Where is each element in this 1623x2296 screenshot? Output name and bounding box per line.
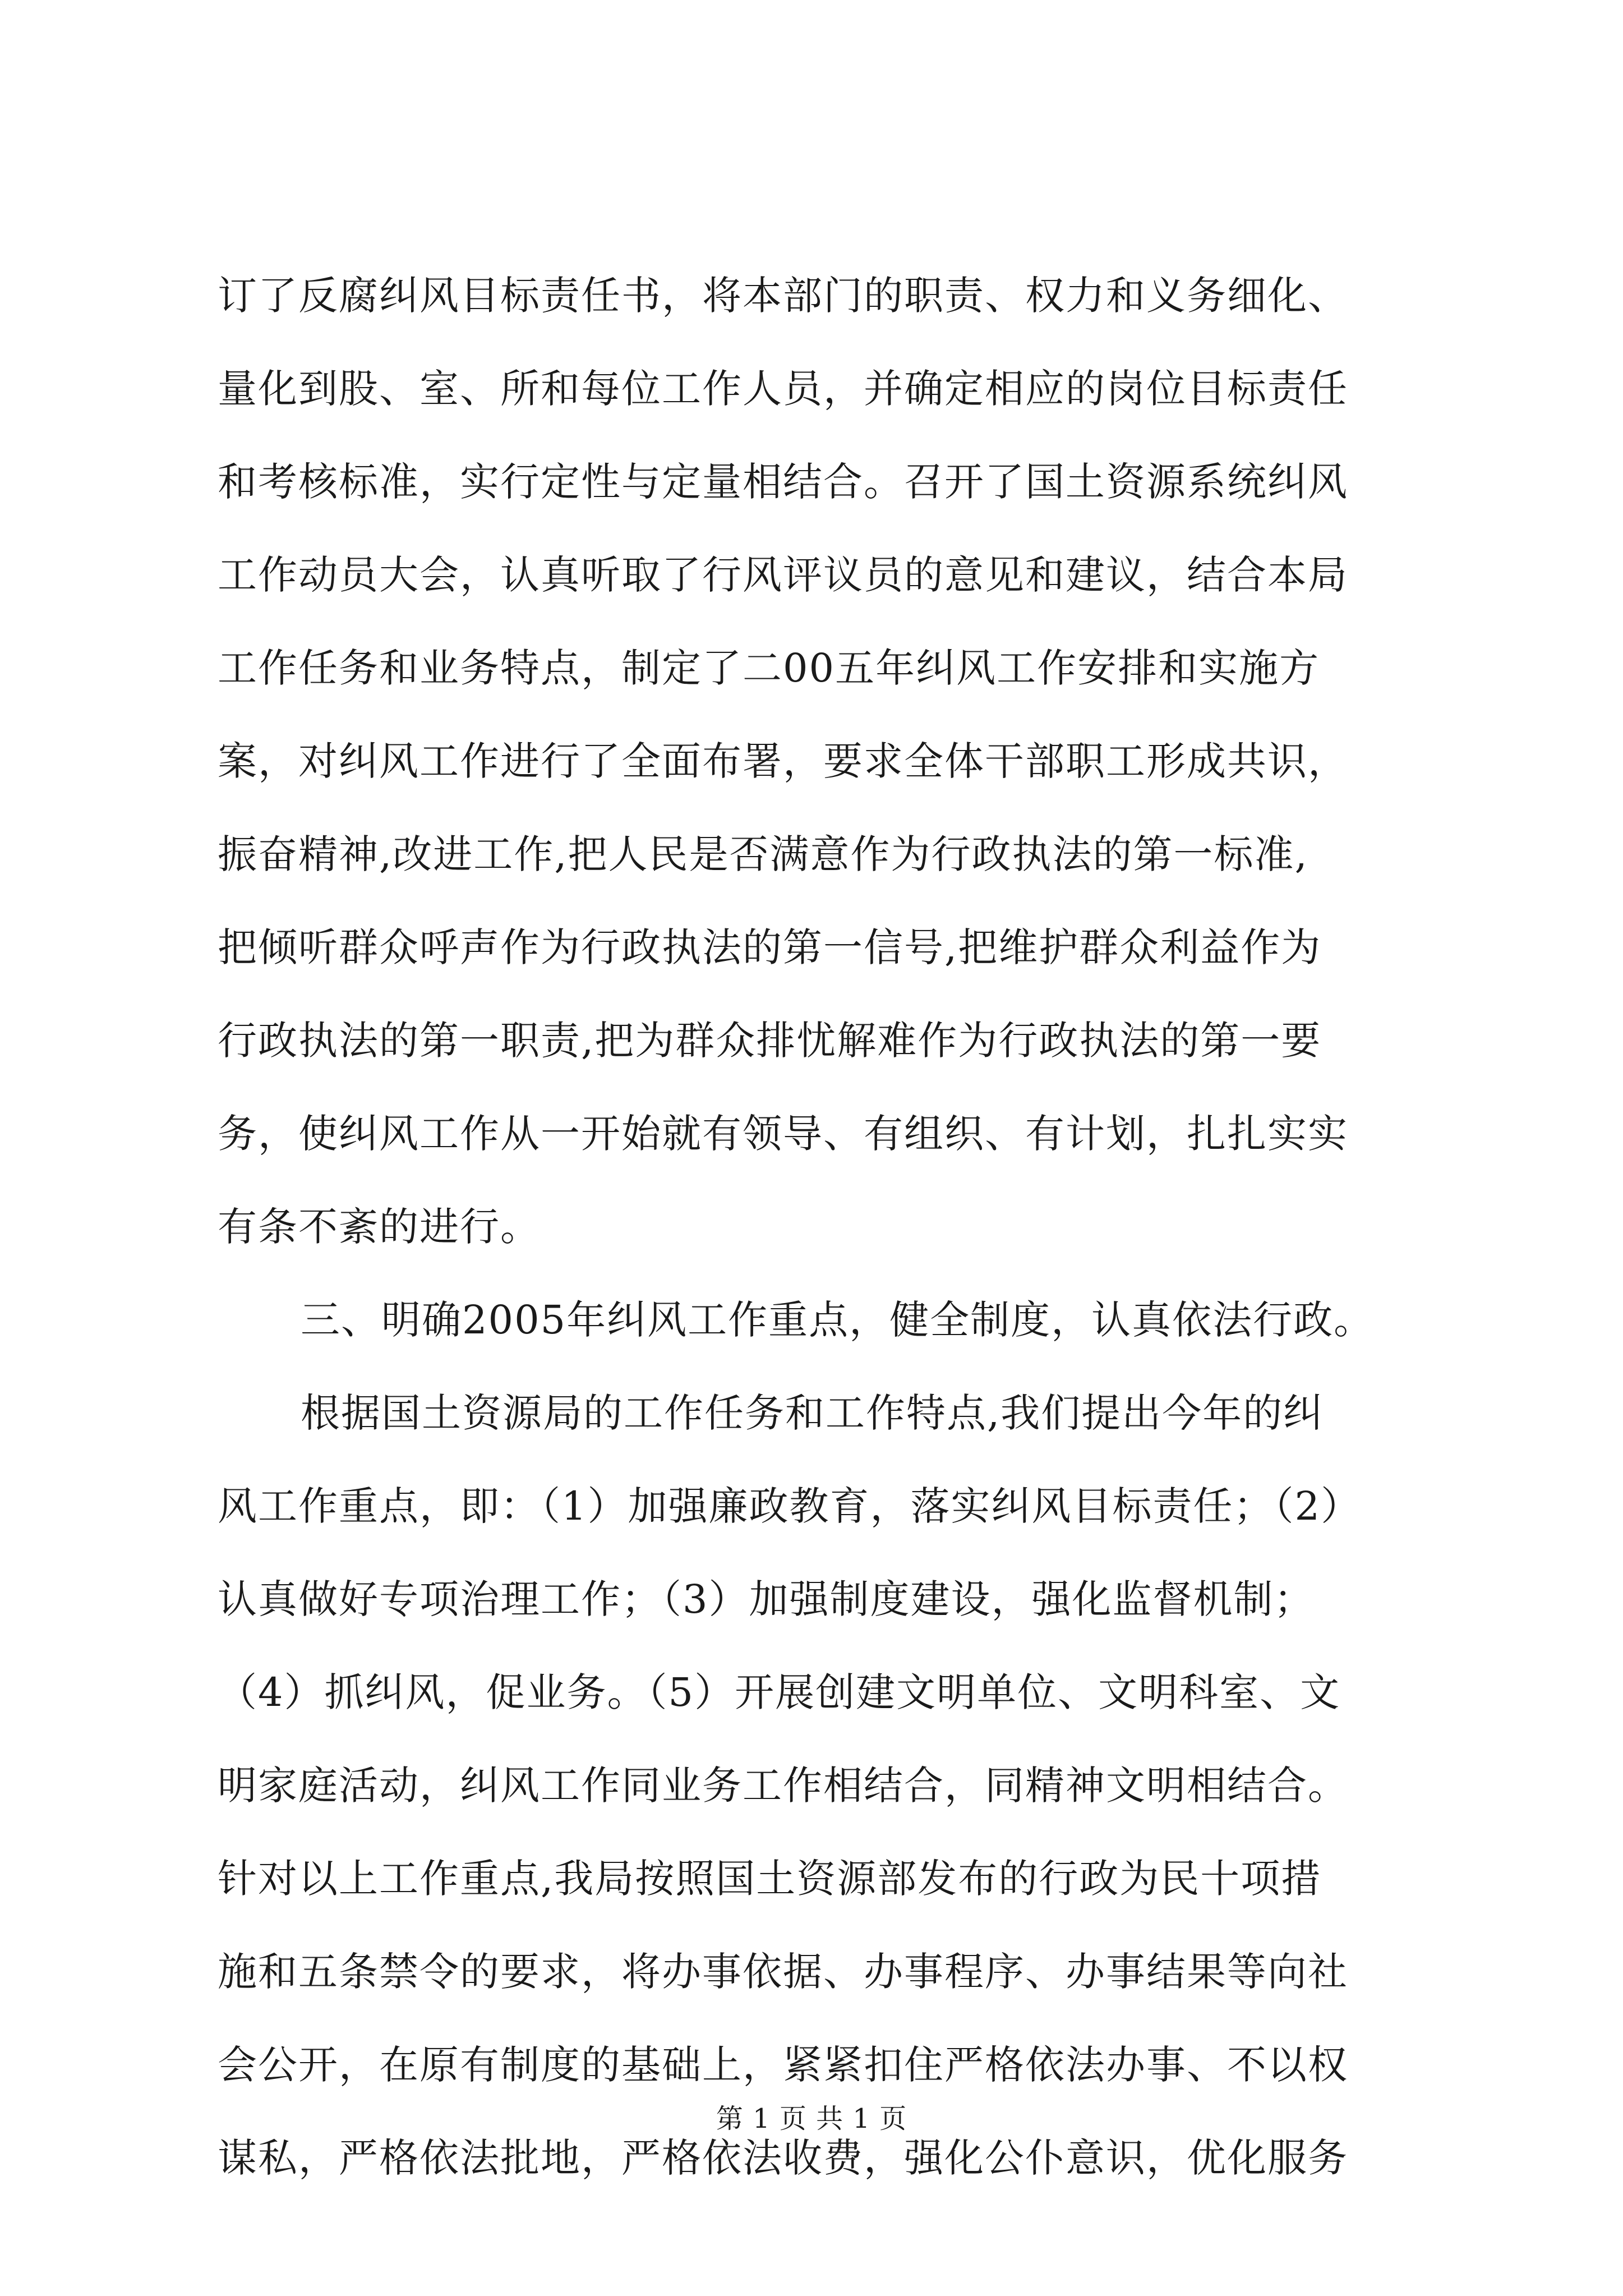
page-footer: 第 1 页 共 1 页 [716, 2103, 907, 2134]
text-line: 订了反腐纠风目标责任书，将本部门的职责、权力和义务细化、 [218, 273, 1348, 319]
text-line: 把倾听群众呼声作为行政执法的第一信号,把维护群众利益作为 [218, 924, 1322, 970]
text-line: 认真做好专项治理工作；（3）加强制度建设，强化监督机制； [218, 1576, 1315, 1622]
text-line: 有条不紊的进行。 [218, 1204, 541, 1250]
text-line: 风工作重点，即：（1）加强廉政教育，落实纠风目标责任；（2） [218, 1483, 1362, 1529]
text-line: 工作动员大会，认真听取了行风评议员的意见和建议，结合本局 [218, 552, 1348, 598]
text-line: 会公开，在原有制度的基础上，紧紧扣住严格依法办事、不以权 [218, 2042, 1348, 2088]
text-line: 行政执法的第一职责,把为群众排忧解难作为行政执法的第一要 [218, 1018, 1322, 1064]
text-line: 务，使纠风工作从一开始就有领导、有组织、有计划，扎扎实实 [218, 1111, 1348, 1157]
text-line: （4）抓纠风，促业务。（5）开展创建文明单位、文明科室、文 [218, 1669, 1341, 1715]
document-body [218, 269, 1418, 2225]
text-line: 针对以上工作重点,我局按照国土资源部发布的行政为民十项措 [218, 1856, 1322, 1902]
text-line: 和考核标准，实行定性与定量相结合。召开了国土资源系统纠风 [218, 459, 1348, 505]
text-line: 量化到股、室、所和每位工作人员，并确定相应的岗位目标责任 [218, 366, 1348, 412]
text-line: 案，对纠风工作进行了全面布署，要求全体干部职工形成共识， [218, 738, 1348, 784]
paragraph-first-line: 根据国土资源局的工作任务和工作特点,我们提出今年的纠 [301, 1390, 1324, 1436]
text-line: 工作任务和业务特点，制定了二00五年纠风工作安排和实施方 [218, 645, 1320, 691]
text-line: 振奋精神,改进工作,把人民是否满意作为行政执法的第一标准, [218, 831, 1308, 877]
text-line: 明家庭活动，纠风工作同业务工作相结合，同精神文明相结合。 [218, 1763, 1348, 1809]
text-line: 谋私，严格依法批地，严格依法收费，强化公仆意识，优化服务 [218, 2135, 1348, 2181]
text-line: 施和五条禁令的要求，将办事依据、办事程序、办事结果等向社 [218, 1949, 1348, 1995]
section-heading: 三、明确2005年纠风工作重点，健全制度，认真依法行政。 [301, 1297, 1375, 1343]
